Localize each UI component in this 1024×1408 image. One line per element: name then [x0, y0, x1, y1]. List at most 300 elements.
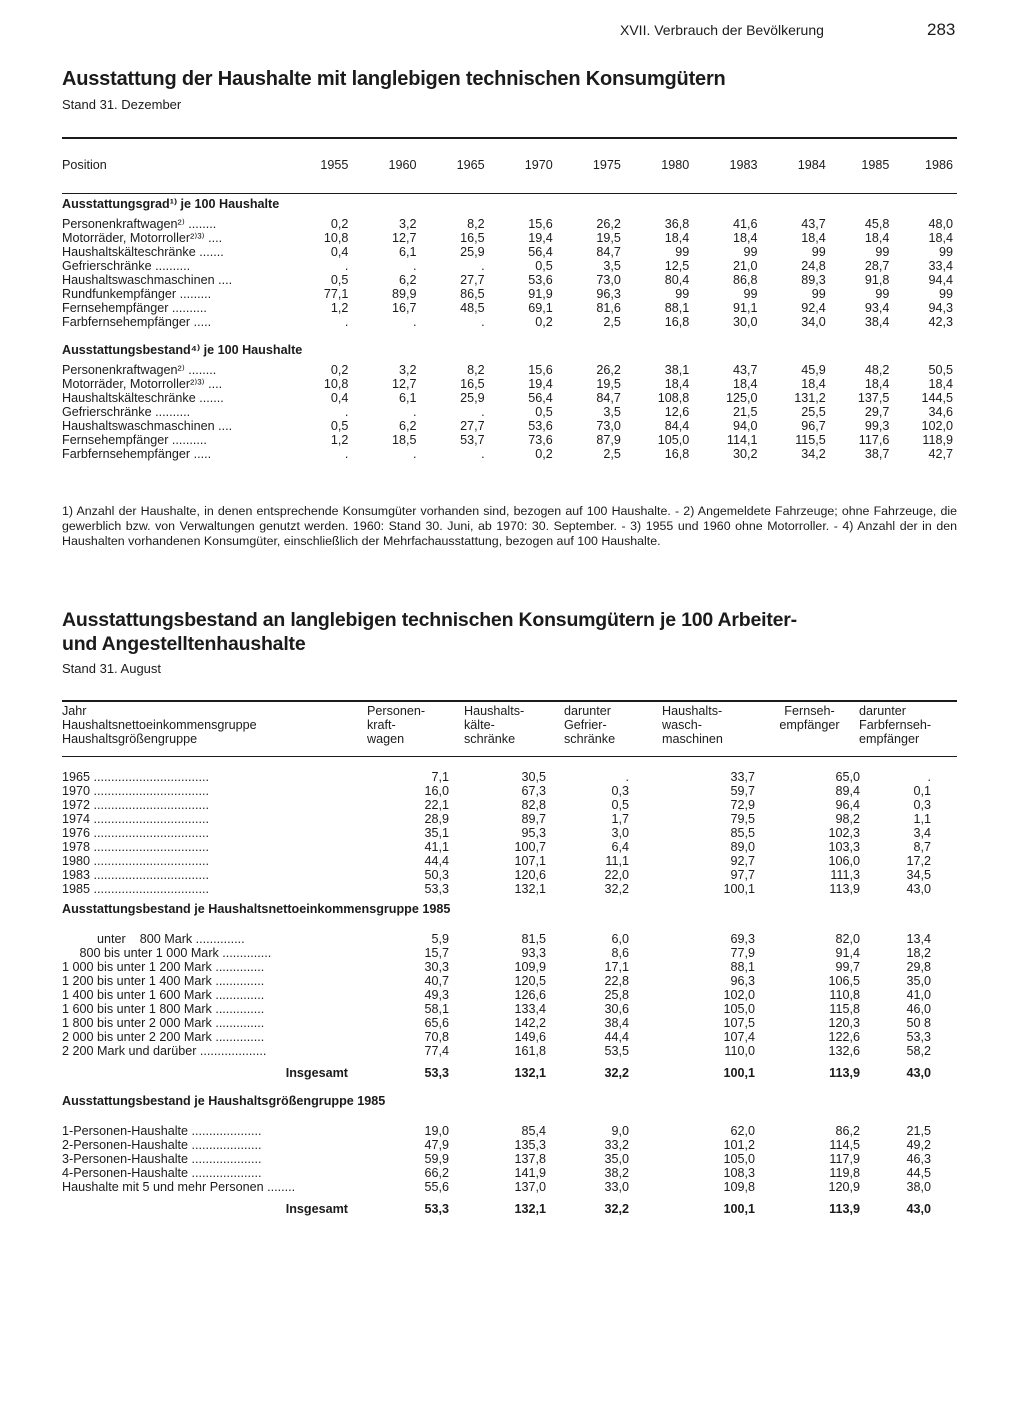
cell-value: 88,1 — [664, 301, 690, 315]
section-heading-row — [62, 337, 957, 363]
cell-value: 0,3 — [611, 784, 629, 798]
table1-footnote: 1) Anzahl der Haushalte, in denen entsprechende Konsumgüter vorhanden sind, bezogen auf 100 Haushalte. - 2) Angemeldete Fahrzeuge; ohne Fahrzeuge, die gewerblich bzw. von Verwaltungen genutzt werden. 1960: Stand 30. Juni, ab 1970: 30. September. - 3) 1955 und 1960 ohne Motorroller. - 4) Anzahl der in den Haushalten vorhandenen Konsumgüter, einschließlich der Mehrfachausstattung, bezogen auf 100 Haushalte. — [62, 504, 957, 548]
row-label: 2 200 Mark und darüber ................... — [62, 1044, 267, 1058]
cell-value: . — [481, 447, 485, 461]
cell-value: 35,1 — [424, 826, 449, 840]
table1-subtitle: Stand 31. Dezember — [62, 97, 182, 112]
cell-value: 66,2 — [424, 1166, 449, 1180]
cell-value: 133,4 — [514, 1002, 546, 1016]
cell-value: 38,2 — [604, 1166, 629, 1180]
cell-value: 62,0 — [730, 1124, 755, 1138]
table-row — [62, 798, 957, 812]
row-label: 800 bis unter 1 000 Mark .............. — [62, 946, 272, 960]
cell-value: 13,4 — [906, 932, 931, 946]
table1-header-row — [62, 139, 957, 191]
total-value: 53,3 — [424, 1202, 449, 1216]
row-label: 2-Personen-Haushalte .................... — [62, 1138, 262, 1152]
total-value: 132,1 — [514, 1202, 546, 1216]
cell-value: 43,0 — [906, 882, 931, 896]
cell-value: 81,6 — [596, 301, 621, 315]
cell-value: 33,4 — [928, 259, 953, 273]
cell-value: 22,1 — [424, 798, 449, 812]
cell-value: 19,5 — [596, 231, 621, 245]
cell-value: 24,8 — [801, 259, 826, 273]
total-value: 32,2 — [604, 1066, 629, 1080]
cell-value: 96,3 — [730, 974, 755, 988]
cell-value: 50 8 — [906, 1016, 931, 1030]
column-header-line: maschinen — [662, 732, 723, 746]
cell-value: 8,2 — [467, 363, 485, 377]
cell-value: . — [625, 770, 629, 784]
column-header-line: wasch- — [662, 718, 702, 732]
year-header: 1983 — [729, 158, 758, 172]
table-row — [62, 1016, 957, 1030]
cell-value: 22,8 — [604, 974, 629, 988]
cell-value: 96,3 — [596, 287, 621, 301]
cell-value: 35,0 — [906, 974, 931, 988]
cell-value: 91,1 — [733, 301, 758, 315]
total-label: Insgesamt — [285, 1066, 348, 1080]
cell-value: 80,4 — [664, 273, 690, 287]
cell-value: 30,2 — [733, 447, 758, 461]
cell-value: 34,0 — [801, 315, 826, 329]
cell-value: 137,0 — [514, 1180, 546, 1194]
cell-value: 144,5 — [921, 391, 953, 405]
cell-value: 86,2 — [835, 1124, 860, 1138]
cell-value: 86,5 — [460, 287, 485, 301]
cell-value: 85,5 — [730, 826, 755, 840]
cell-value: 3,2 — [399, 217, 417, 231]
cell-value: 17,1 — [604, 960, 629, 974]
table-row — [62, 1166, 957, 1180]
cell-value: 2,5 — [603, 447, 621, 461]
cell-value: 16,8 — [664, 315, 690, 329]
cell-value: 8,2 — [467, 217, 485, 231]
row-label: 1 400 bis unter 1 600 Mark .............. — [62, 988, 265, 1002]
cell-value: 117,6 — [858, 433, 890, 447]
cell-value: 98,2 — [835, 812, 860, 826]
row-label: 1965 ................................. — [62, 770, 209, 784]
cell-value: 15,6 — [528, 363, 553, 377]
cell-value: 65,6 — [424, 1016, 449, 1030]
cell-value: 120,3 — [828, 1016, 860, 1030]
table2-stub-head — [62, 704, 257, 746]
table2-head-rule — [62, 756, 957, 757]
year-header: 1986 — [924, 158, 953, 172]
cell-value: 0,2 — [330, 363, 349, 377]
row-label: 1 000 bis unter 1 200 Mark .............. — [62, 960, 265, 974]
cell-value: 72,9 — [730, 798, 755, 812]
cell-value: 41,0 — [906, 988, 931, 1002]
column-header-line: darunter — [564, 704, 611, 718]
running-header: XVII. Verbrauch der Bevölkerung — [620, 22, 824, 38]
total-label: Insgesamt — [285, 1202, 348, 1216]
cell-value: 125,0 — [726, 391, 758, 405]
cell-value: 27,7 — [460, 273, 485, 287]
cell-value: 79,5 — [730, 812, 755, 826]
row-label: Gefrierschränke .......... — [62, 259, 191, 273]
cell-value: 0,5 — [611, 798, 629, 812]
table-row — [62, 363, 957, 377]
cell-value: 34,5 — [906, 868, 931, 882]
cell-value: 1,1 — [913, 812, 931, 826]
cell-value: 53,7 — [460, 433, 485, 447]
cell-value: 2,5 — [603, 315, 621, 329]
cell-value: 91,8 — [864, 273, 890, 287]
cell-value: 92,7 — [730, 854, 755, 868]
cell-value: 113,9 — [829, 882, 860, 896]
cell-value: 135,3 — [514, 1138, 546, 1152]
cell-value: 3,2 — [399, 363, 417, 377]
cell-value: 1,2 — [330, 301, 349, 315]
table-row — [62, 960, 957, 974]
cell-value: 117,9 — [829, 1152, 860, 1166]
cell-value: 122,6 — [828, 1030, 860, 1044]
cell-value: 108,8 — [657, 391, 690, 405]
cell-value: 33,7 — [730, 770, 755, 784]
row-label: Rundfunkempfänger ......... — [62, 287, 212, 301]
total-value: 43,0 — [906, 1066, 931, 1080]
cell-value: 15,6 — [528, 217, 553, 231]
cell-value: 77,4 — [424, 1044, 449, 1058]
cell-value: 0,2 — [535, 447, 553, 461]
cell-value: . — [344, 315, 349, 329]
cell-value: 12,7 — [392, 377, 417, 391]
cell-value: 149,6 — [514, 1030, 546, 1044]
cell-value: 91,4 — [835, 946, 860, 960]
stub-head-line: Haushaltsgrößengruppe — [62, 732, 198, 746]
row-label: Gefrierschränke .......... — [62, 405, 191, 419]
cell-value: 43,7 — [801, 217, 826, 231]
cell-value: 0,1 — [913, 784, 931, 798]
total-value: 100,1 — [723, 1066, 755, 1080]
position-header: Position — [62, 158, 107, 172]
cell-value: 99 — [811, 287, 826, 301]
row-label: 1983 ................................. — [62, 868, 209, 882]
cell-value: 0,4 — [330, 245, 349, 259]
cell-value: 30,3 — [424, 960, 449, 974]
cell-value: 105,0 — [657, 433, 690, 447]
cell-value: 115,8 — [829, 1002, 860, 1016]
column-header — [464, 704, 559, 746]
cell-value: 99 — [811, 245, 826, 259]
cell-value: 49,2 — [906, 1138, 931, 1152]
cell-value: 28,9 — [424, 812, 449, 826]
cell-value: 99 — [743, 287, 758, 301]
cell-value: 9,0 — [611, 1124, 629, 1138]
column-header-line: Farbfernseh- — [859, 718, 932, 732]
cell-value: 38,7 — [864, 447, 890, 461]
cell-value: 16,7 — [392, 301, 417, 315]
row-label: Haushalte mit 5 und mehr Personen ........ — [62, 1180, 296, 1194]
cell-value: 0,2 — [330, 217, 349, 231]
cell-value: 67,3 — [521, 784, 546, 798]
total-row — [62, 1058, 957, 1088]
column-header-line: kraft- — [367, 718, 396, 732]
total-value: 43,0 — [906, 1202, 931, 1216]
cell-value: 101,2 — [723, 1138, 755, 1152]
cell-value: 3,0 — [611, 826, 629, 840]
table-row — [62, 946, 957, 960]
row-label: Farbfernsehempfänger ..... — [62, 447, 212, 461]
table-row — [62, 245, 957, 259]
spacer-row — [62, 1114, 957, 1124]
section-heading-row — [62, 896, 957, 922]
cell-value: 77,9 — [730, 946, 755, 960]
cell-value: 73,0 — [596, 273, 621, 287]
cell-value: . — [413, 405, 417, 419]
table-row — [62, 1180, 957, 1194]
cell-value: . — [413, 447, 417, 461]
cell-value: 94,4 — [928, 273, 953, 287]
cell-value: 7,1 — [431, 770, 449, 784]
cell-value: . — [481, 405, 485, 419]
cell-value: 1,2 — [330, 433, 349, 447]
row-label: 1985 ................................. — [62, 882, 209, 896]
cell-value: 96,7 — [801, 419, 826, 433]
cell-value: 3,4 — [913, 826, 931, 840]
cell-value: 59,7 — [730, 784, 755, 798]
cell-value: 12,7 — [392, 231, 417, 245]
cell-value: 41,6 — [733, 217, 758, 231]
table2-title — [62, 608, 957, 656]
cell-value: 115,5 — [795, 433, 826, 447]
cell-value: 44,4 — [424, 854, 449, 868]
table2-header — [62, 704, 957, 754]
table-row — [62, 812, 957, 826]
year-header: 1970 — [524, 158, 553, 172]
row-label: Fernsehempfänger .......... — [62, 301, 207, 315]
cell-value: 48,0 — [928, 217, 953, 231]
cell-value: 47,9 — [424, 1138, 449, 1152]
cell-value: 89,7 — [521, 812, 546, 826]
cell-value: 107,1 — [514, 854, 546, 868]
row-label: Personenkraftwagen²⁾ ........ — [62, 363, 217, 377]
cell-value: 102,0 — [723, 988, 755, 1002]
cell-value: 16,8 — [664, 447, 690, 461]
section-heading: Ausstattungsgrad¹⁾ je 100 Haushalte — [62, 197, 280, 211]
column-header-line: schränke — [564, 732, 616, 746]
total-value: 100,1 — [723, 1202, 755, 1216]
table-row — [62, 974, 957, 988]
table-row — [62, 231, 957, 245]
cell-value: 126,6 — [514, 988, 546, 1002]
table-row — [62, 826, 957, 840]
table-row — [62, 419, 957, 433]
cell-value: 12,6 — [664, 405, 690, 419]
column-header — [564, 704, 659, 746]
cell-value: 132,6 — [828, 1044, 860, 1058]
cell-value: 114,1 — [726, 433, 758, 447]
column-header-line: Haushalts- — [464, 704, 525, 718]
cell-value: 102,0 — [921, 419, 953, 433]
row-label: 4-Personen-Haushalte .................... — [62, 1166, 262, 1180]
table-row — [62, 287, 957, 301]
cell-value: 19,4 — [528, 231, 553, 245]
row-label: 1 200 bis unter 1 400 Mark .............. — [62, 974, 265, 988]
table2-top-rule — [62, 700, 957, 702]
cell-value: 88,1 — [730, 960, 755, 974]
cell-value: 84,7 — [596, 391, 621, 405]
cell-value: 22,0 — [604, 868, 629, 882]
section-heading-row — [62, 1088, 957, 1114]
cell-value: 42,3 — [928, 315, 953, 329]
cell-value: 99,7 — [835, 960, 860, 974]
cell-value: 77,1 — [323, 287, 349, 301]
cell-value: . — [344, 447, 349, 461]
table2-subtitle: Stand 31. August — [62, 661, 162, 676]
cell-value: 65,0 — [835, 770, 860, 784]
cell-value: 45,9 — [801, 363, 826, 377]
cell-value: 96,4 — [835, 798, 860, 812]
cell-value: 18,4 — [801, 377, 826, 391]
cell-value: 19,5 — [596, 377, 621, 391]
cell-value: 49,3 — [424, 988, 449, 1002]
total-value: 53,3 — [424, 1066, 449, 1080]
cell-value: 73,6 — [528, 433, 553, 447]
cell-value: 8,6 — [611, 946, 629, 960]
cell-value: 109,8 — [723, 1180, 755, 1194]
table-row — [62, 882, 957, 896]
cell-value: 105,0 — [723, 1002, 755, 1016]
cell-value: 25,9 — [460, 391, 485, 405]
cell-value: 19,4 — [528, 377, 553, 391]
table-row — [62, 854, 957, 868]
row-label: Haushaltswaschmaschinen .... — [62, 419, 233, 433]
total-value: 132,1 — [514, 1066, 546, 1080]
row-label: 1980 ................................. — [62, 854, 209, 868]
cell-value: 0,3 — [913, 798, 931, 812]
table-row — [62, 273, 957, 287]
cell-value: 16,5 — [460, 231, 485, 245]
cell-value: 94,0 — [733, 419, 758, 433]
cell-value: 118,9 — [922, 433, 953, 447]
column-header-line: Personen- — [367, 704, 426, 718]
cell-value: 102,3 — [828, 826, 860, 840]
cell-value: 18,5 — [392, 433, 417, 447]
cell-value: 53,5 — [604, 1044, 629, 1058]
year-header: 1960 — [388, 158, 417, 172]
cell-value: 38,1 — [664, 363, 690, 377]
cell-value: 34,6 — [928, 405, 953, 419]
table-row — [62, 217, 957, 231]
table-row — [62, 784, 957, 798]
section-heading: Ausstattungsbestand⁴⁾ je 100 Haushalte — [62, 343, 303, 357]
table-row — [62, 1002, 957, 1016]
cell-value: 35,0 — [604, 1152, 629, 1166]
spacer-row — [62, 329, 957, 337]
row-label: Motorräder, Motorroller²⁾³⁾ .... — [62, 231, 223, 245]
column-header-line: Haushalts- — [662, 704, 723, 718]
table-row — [62, 447, 957, 461]
cell-value: 0,4 — [330, 391, 349, 405]
total-value: 32,2 — [604, 1202, 629, 1216]
year-header: 1955 — [320, 158, 349, 172]
row-label: 1 800 bis unter 2 000 Mark .............. — [62, 1016, 265, 1030]
cell-value: 95,3 — [521, 826, 546, 840]
cell-value: 53,6 — [528, 273, 553, 287]
cell-value: 0,5 — [535, 259, 553, 273]
cell-value: 6,1 — [399, 391, 417, 405]
cell-value: 110,0 — [724, 1044, 755, 1058]
row-label: Motorräder, Motorroller²⁾³⁾ .... — [62, 377, 223, 391]
cell-value: 70,8 — [424, 1030, 449, 1044]
cell-value: 8,7 — [913, 840, 931, 854]
cell-value: . — [481, 315, 485, 329]
cell-value: 0,5 — [330, 419, 349, 433]
table-row — [62, 988, 957, 1002]
cell-value: 99 — [875, 287, 890, 301]
table-row — [62, 1152, 957, 1166]
cell-value: 18,4 — [928, 231, 953, 245]
cell-value: 99 — [675, 287, 690, 301]
row-label: 1972 ................................. — [62, 798, 209, 812]
cell-value: 56,4 — [528, 391, 553, 405]
row-label: 3-Personen-Haushalte .................... — [62, 1152, 262, 1166]
cell-value: 44,5 — [906, 1166, 931, 1180]
table2 — [62, 770, 957, 1224]
cell-value: 56,4 — [528, 245, 553, 259]
page-number: 283 — [927, 20, 956, 39]
cell-value: 99,3 — [864, 419, 890, 433]
table-row — [62, 770, 957, 784]
section-heading-row — [62, 191, 957, 217]
cell-value: 50,5 — [928, 363, 953, 377]
cell-value: 46,0 — [906, 1002, 931, 1016]
cell-value: 28,7 — [864, 259, 890, 273]
cell-value: 105,0 — [723, 1152, 755, 1166]
cell-value: 6,2 — [399, 419, 417, 433]
cell-value: 100,7 — [514, 840, 546, 854]
cell-value: 30,0 — [733, 315, 758, 329]
cell-value: 18,4 — [733, 231, 758, 245]
year-header: 1980 — [661, 158, 690, 172]
cell-value: 119,8 — [829, 1166, 860, 1180]
cell-value: 3,5 — [603, 259, 621, 273]
cell-value: 50,3 — [424, 868, 449, 882]
cell-value: 33,0 — [604, 1180, 629, 1194]
cell-value: . — [344, 405, 349, 419]
cell-value: 18,2 — [906, 946, 931, 960]
cell-value: 142,2 — [514, 1016, 546, 1030]
cell-value: 99 — [875, 245, 890, 259]
year-header: 1975 — [592, 158, 621, 172]
cell-value: 21,0 — [733, 259, 758, 273]
table2-title-line2: und Angestelltenhaushalte — [62, 633, 306, 655]
cell-value: 108,3 — [723, 1166, 755, 1180]
cell-value: 82,0 — [835, 932, 860, 946]
row-label: 1978 ................................. — [62, 840, 209, 854]
column-header-line: wagen — [367, 732, 405, 746]
cell-value: 41,1 — [424, 840, 449, 854]
cell-value: 19,0 — [424, 1124, 449, 1138]
cell-value: 99 — [675, 245, 690, 259]
row-label: Personenkraftwagen²⁾ ........ — [62, 217, 217, 231]
cell-value: 6,4 — [611, 840, 629, 854]
cell-value: 106,5 — [828, 974, 860, 988]
total-value: 113,9 — [829, 1066, 860, 1080]
cell-value: 40,7 — [424, 974, 449, 988]
column-header — [367, 704, 462, 746]
table-row — [62, 1030, 957, 1044]
cell-value: 30,6 — [604, 1002, 629, 1016]
table-row — [62, 932, 957, 946]
cell-value: 103,3 — [828, 840, 860, 854]
table-row — [62, 301, 957, 315]
cell-value: 97,7 — [730, 868, 755, 882]
total-row — [62, 1194, 957, 1224]
column-header — [859, 704, 954, 746]
